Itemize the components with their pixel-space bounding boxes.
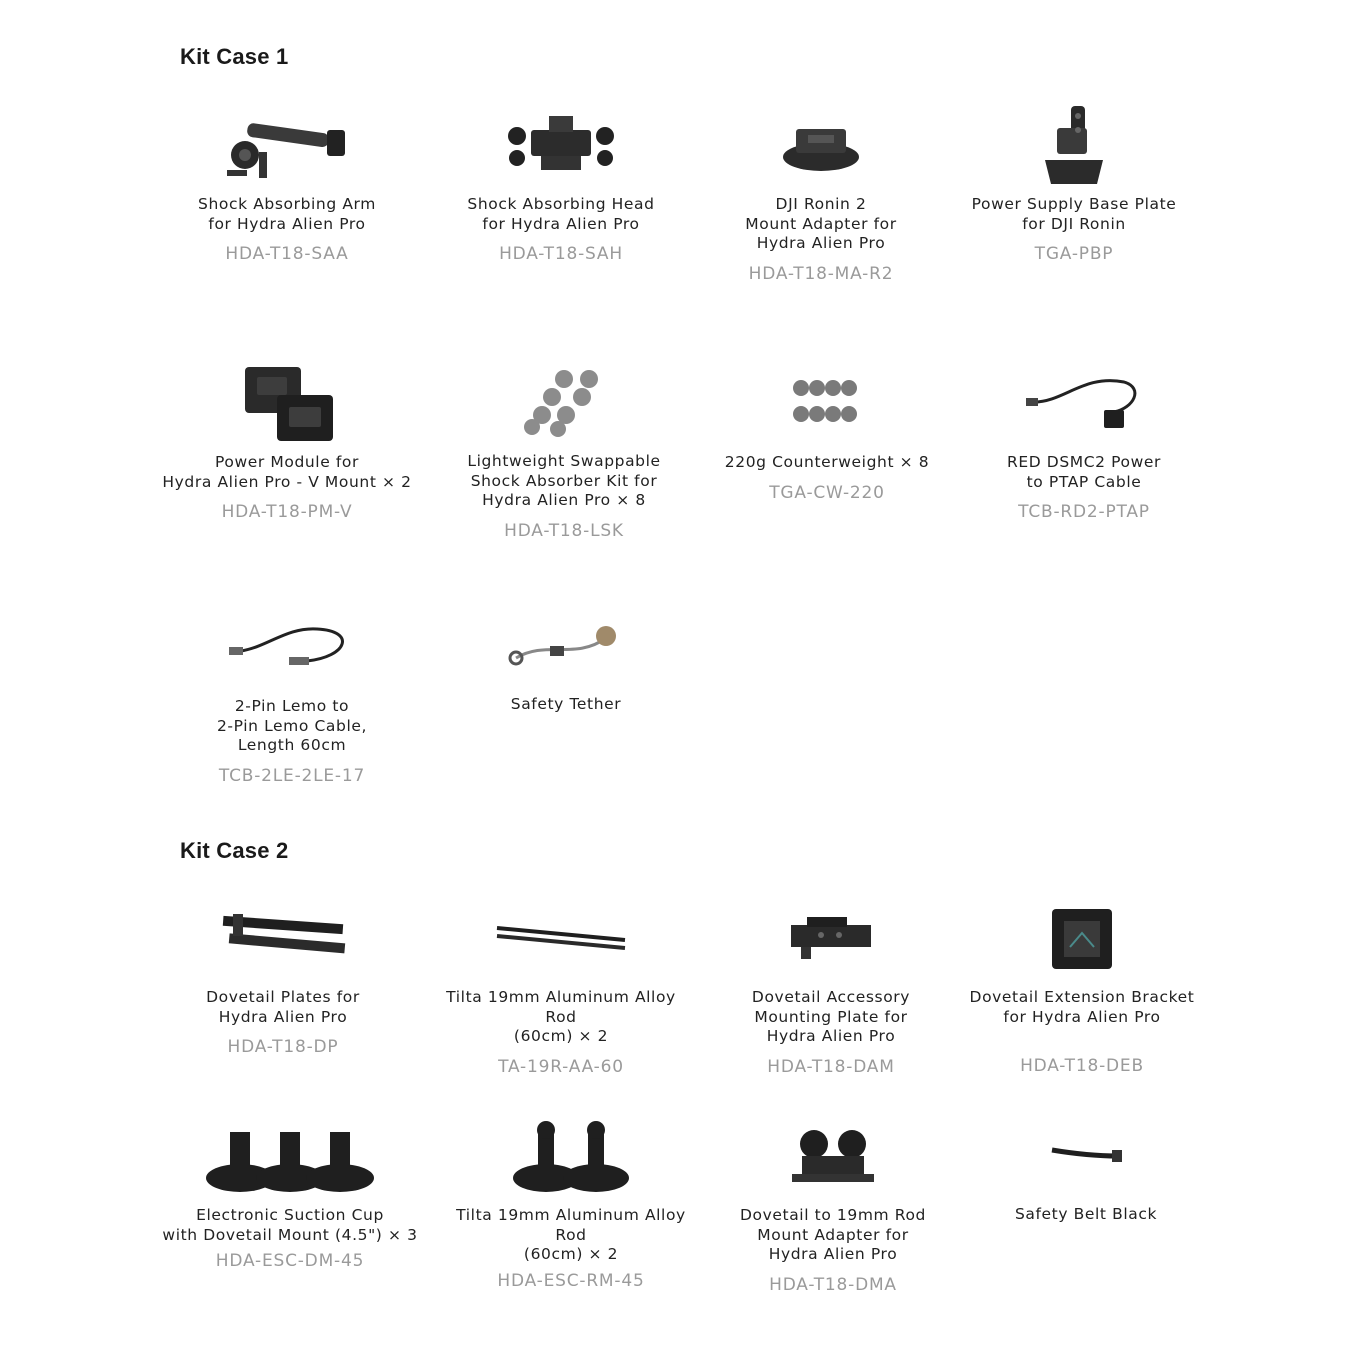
product-item[interactable]	[952, 888, 1212, 1076]
product-item[interactable]	[441, 1106, 701, 1291]
product-item[interactable]	[701, 888, 961, 1077]
product-name: Electronic Suction Cup with Dovetail Mount (4.5") × 3	[162, 1206, 418, 1244]
shock-absorbing-arm-icon	[157, 95, 417, 195]
product-name: Dovetail Extension Bracket for Hydra Alien Pro	[969, 988, 1195, 1026]
product-name: Dovetail Plates for Hydra Alien Pro	[206, 988, 360, 1026]
product-name: Safety Belt Black	[1014, 1205, 1158, 1223]
base-plate-icon	[944, 95, 1204, 195]
product-code: HDA-T18-SAA	[225, 244, 349, 264]
product-item[interactable]	[160, 1106, 420, 1271]
product-name: 2-Pin Lemo to 2-Pin Lemo Cable, Length 60cm	[216, 697, 368, 754]
counterweight-icon	[697, 353, 957, 453]
product-code: TGA-CW-220	[769, 482, 885, 503]
section-title-kit-case-2: Kit Case 2	[180, 838, 289, 863]
product-code: HDA-T18-DMA	[769, 1274, 897, 1295]
product-name: Power Supply Base Plate for DJI Ronin	[971, 195, 1177, 233]
accessory-plate-icon	[701, 888, 961, 988]
product-name: Dovetail to 19mm Rod Mount Adapter for Hydra Alien Pro	[740, 1206, 926, 1263]
product-item[interactable]	[157, 95, 417, 264]
product-item[interactable]	[431, 888, 691, 1077]
section-title-kit-case-1: Kit Case 1	[180, 44, 289, 69]
product-code: HDA-T18-LSK	[504, 520, 624, 541]
safety-belt-icon	[956, 1105, 1216, 1205]
rod-mount-adapter-icon	[703, 1106, 963, 1206]
shock-absorber-kit-icon	[434, 352, 694, 452]
product-code: HDA-ESC-RM-45	[497, 1270, 645, 1291]
product-code: TCB-RD2-PTAP	[1018, 502, 1150, 522]
power-cable-icon	[954, 353, 1214, 453]
extension-bracket-icon	[952, 888, 1212, 988]
product-item[interactable]	[944, 95, 1204, 264]
product-name: DJI Ronin 2 Mount Adapter for Hydra Alien Pro	[745, 195, 897, 252]
product-item[interactable]	[691, 95, 951, 284]
product-code: TCB-2LE-2LE-17	[218, 765, 366, 786]
product-name: Tilta 19mm Aluminum Alloy Rod (60cm) × 2	[456, 1206, 686, 1263]
power-module-icon	[157, 353, 417, 453]
shock-absorbing-head-icon	[431, 95, 691, 195]
product-item[interactable]	[431, 95, 691, 264]
product-code: TGA-PBP	[1034, 244, 1114, 264]
dovetail-plates-icon	[153, 888, 413, 988]
product-code: HDA-T18-PM-V	[221, 502, 353, 522]
product-code: HDA-T18-MA-R2	[748, 263, 894, 284]
product-item[interactable]	[153, 888, 413, 1057]
rod-icon	[431, 888, 691, 988]
product-item[interactable]	[157, 353, 417, 522]
suction-cup-rod-icon	[441, 1106, 701, 1206]
product-code: HDA-T18-DAM	[767, 1056, 895, 1077]
product-item[interactable]	[697, 353, 957, 503]
lemo-cable-icon	[162, 597, 422, 697]
product-item[interactable]	[703, 1106, 963, 1295]
product-item[interactable]	[436, 595, 696, 715]
product-name: Shock Absorbing Arm for Hydra Alien Pro	[198, 195, 376, 233]
product-code: HDA-T18-DP	[227, 1037, 339, 1057]
product-code: HDA-T18-DEB	[1020, 1056, 1144, 1076]
product-code: HDA-T18-SAH	[499, 244, 623, 264]
product-code: HDA-ESC-DM-45	[215, 1251, 365, 1271]
product-name: Shock Absorbing Head for Hydra Alien Pro	[467, 195, 655, 233]
product-item[interactable]	[162, 597, 422, 786]
product-name: 220g Counterweight × 8	[724, 453, 930, 471]
product-item[interactable]	[956, 1105, 1216, 1225]
product-name: Dovetail Accessory Mounting Plate for Hydra Alien Pro	[751, 988, 911, 1045]
product-item[interactable]	[954, 353, 1214, 522]
product-item[interactable]	[434, 352, 694, 541]
mount-adapter-icon	[691, 95, 951, 195]
product-code: TA-19R-AA-60	[498, 1056, 624, 1077]
product-name: Safety Tether	[510, 695, 622, 713]
product-name: Tilta 19mm Aluminum Alloy Rod (60cm) × 2	[446, 988, 676, 1045]
product-name: RED DSMC2 Power to PTAP Cable	[1006, 453, 1162, 491]
product-name: Power Module for Hydra Alien Pro - V Mount × 2	[162, 453, 412, 491]
product-name: Lightweight Swappable Shock Absorber Kit for Hydra Alien Pro × 8	[467, 452, 661, 509]
safety-tether-icon	[436, 595, 696, 695]
suction-cup-icon	[160, 1106, 420, 1206]
